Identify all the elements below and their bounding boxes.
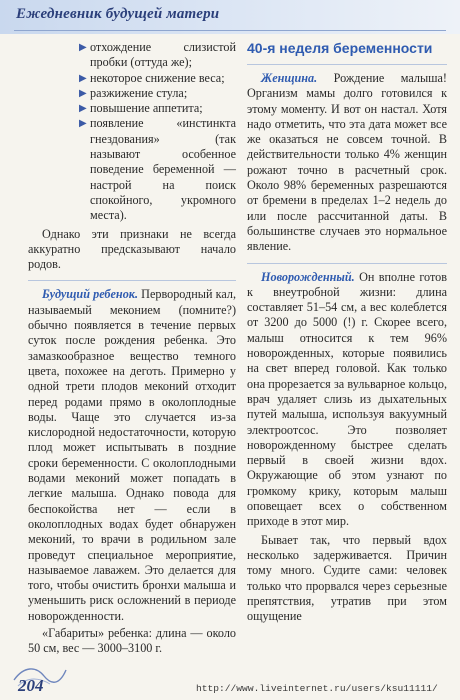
- list-item: ▶ разжижение стула;: [79, 85, 188, 100]
- tail-paragraph: Бывает так, что первый вдох несколько задерживается. Причин тому много. Судите сами: человек только что прорвался через серьезные препятствия, утратив при этом ощущение: [247, 532, 447, 624]
- child-lead: Будущий ребенок.: [42, 287, 139, 302]
- page-number: 204: [18, 676, 44, 695]
- woman-text: Рождение малыша! Организм мамы долго готовился к этому моменту. И вот он настал. Хотя надо отметить, что эта дата может все же оказаться не совсем точной. В действительности только 4% женщин рожают точно в расчетный срок. Около 98% беременных разрешаются от бремени в пределах 1–2 недель до или после рассчитанной даты. В большинстве случаев это нормальное явление.: [247, 71, 447, 254]
- list-item: ▶ повышение аппетита;: [79, 101, 203, 116]
- note-paragraph: Однако эти признаки не всегда аккуратно предсказывают начало родов.: [28, 226, 236, 272]
- section-divider: [247, 263, 447, 264]
- triangle-bullet-icon: ▶: [79, 118, 87, 130]
- right-column: [247, 40, 447, 624]
- section-divider: [247, 64, 447, 65]
- list-item: ▶ отхождение слизистой пробки (оттуда же);: [79, 40, 236, 70]
- child-paragraph: [28, 287, 236, 624]
- newborn-lead: Новорожденный.: [261, 269, 355, 284]
- list-item: ▶ появление «инстинкта гнездования» (так называют особенное поведение беременной — настрой на поиск спокойного, укромного места).: [79, 116, 236, 223]
- triangle-bullet-icon: ▶: [79, 72, 87, 84]
- source-url: http://www.liveinternet.ru/users/ksu11111/: [196, 683, 438, 694]
- triangle-bullet-icon: ▶: [79, 103, 87, 115]
- section-title: 40-я неделя беременности: [247, 40, 433, 56]
- page-header: [0, 0, 460, 34]
- list-item: ▶ некоторое снижение веса;: [79, 70, 225, 85]
- sign-list: [28, 40, 236, 224]
- child-text: Первородный кал, называемый меконием (помните?) обычно появляется в течение первых суток после рождения ребенка. Это замазкообразное вещество темного цвета, похожее на деготь. Примерно у одной трети плодов меконий отходит перед родами прямо в околоплодные воды. Чаще это случается из-за кислородной недостаточности, которую плод может испытывать в поздние сроки беременности. С околоплодными водами меконий может попадать в легкие малыша. Однако повода для беспокойства нет — если в околоплодных водах будет обнаружен меконий, то врачи в родильном зале проведут специальное мероприятие, называемое лаважем. Это делается для того, чтобы очистить бронхи малыша и уменьшить риск осложнений в периоде новорожденности.: [28, 287, 236, 623]
- size-paragraph: «Габариты» ребенка: длина — около 50 см, вес — 3000–3100 г.: [28, 625, 236, 656]
- header-divider: [14, 30, 446, 31]
- section-divider: [28, 280, 236, 281]
- newborn-paragraph: [247, 270, 447, 530]
- triangle-bullet-icon: ▶: [79, 42, 87, 53]
- woman-lead: Женщина.: [261, 71, 318, 85]
- triangle-bullet-icon: ▶: [79, 87, 87, 99]
- left-column: [28, 40, 236, 657]
- newborn-text: Он вполне готов к внеутробной жизни: длина составляет 51–54 см, а вес колеблется от 3200 до 5000 (!) г. Скорее всего, малыш относится к тем 96% новорожденных, которые появились на свет вперед головой. Как только она прорезается за вульварное кольцо, врач удаляет слизь из дыхательных путей малыша, используя вакуумный электроотсос. Это позволяет новорожденному быстрее сделать первый в своей жизни вдох. Окружающие об этом узнают по громкому крику, которым малыш оповещает всех о собственном приходе в этот мир.: [247, 269, 447, 529]
- woman-paragraph: [247, 71, 447, 255]
- book-title: Ежедневник будущей матери: [16, 6, 220, 22]
